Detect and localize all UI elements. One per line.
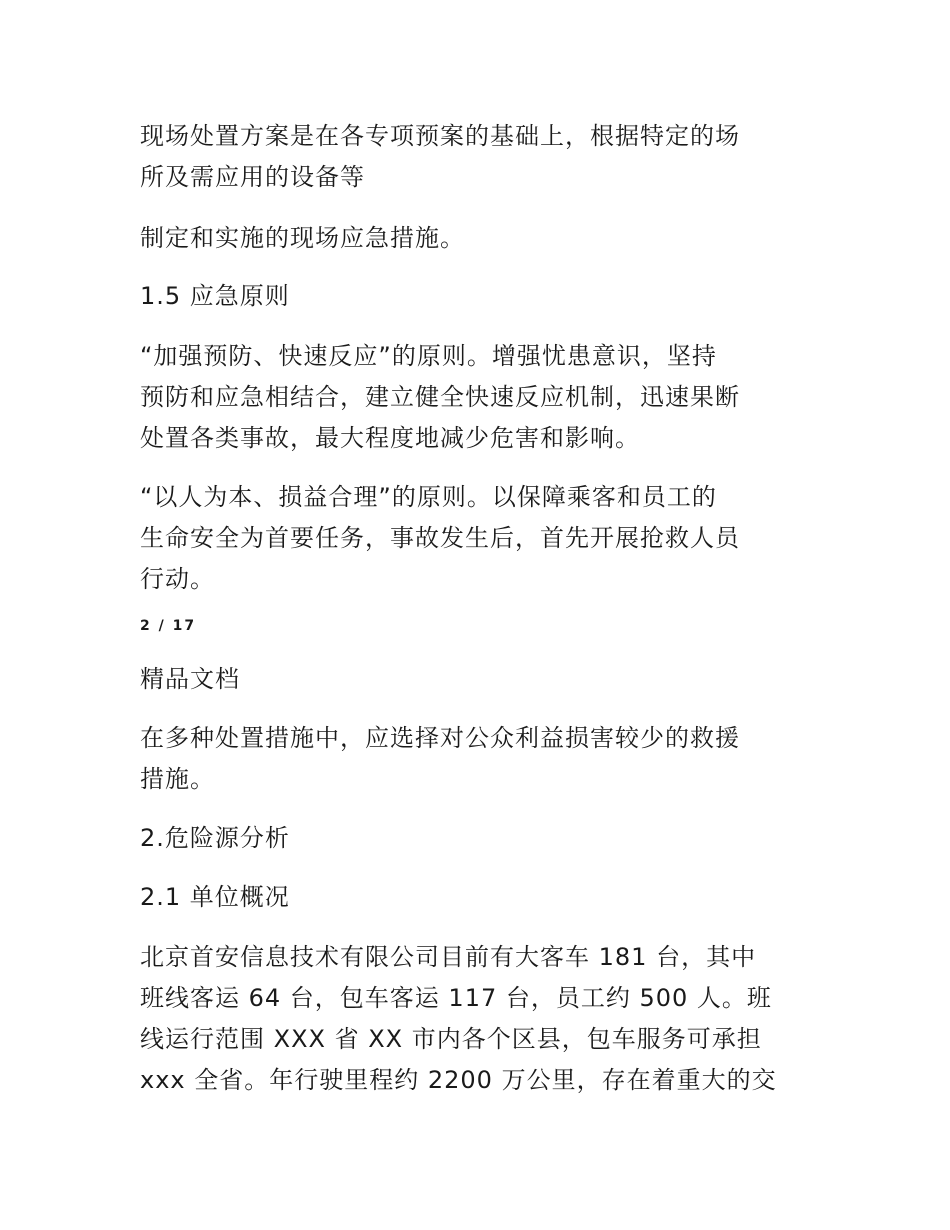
paragraph-rescue-measures: 在多种处置措施中，应选择对公众利益损害较少的救援 措施。 — [140, 724, 740, 793]
section-heading-2-1: 2.1 单位概况 — [140, 883, 290, 911]
paragraph-prevention-principle: “加强预防、快速反应”的原则。增强忧患意识，坚持 预防和应急相结合，建立健全快速反应机制，迅速果断 处置各类事故，最大程度地减少危害和影响。 — [140, 342, 740, 452]
paragraph-scene-plan-intro: 现场处置方案是在各专项预案的基础上，根据特定的场 所及需应用的设备等 — [140, 122, 740, 191]
section-heading-2: 2.危险源分析 — [140, 824, 290, 852]
paragraph-people-first-principle: “以人为本、损益合理”的原则。以保障乘客和员工的 生命安全为首要任务，事故发生后，首先开展抢救人员 行动。 — [140, 483, 740, 593]
page-header-label: 精品文档 — [140, 665, 240, 693]
paragraph-scene-plan-cont: 制定和实施的现场应急措施。 — [140, 224, 465, 252]
page-number: 2 / 17 — [140, 618, 197, 634]
paragraph-company-overview: 北京首安信息技术有限公司目前有大客车 181 台，其中 班线客运 64 台，包车客运 117 台，员工约 500 人。班 线运行范围 XXX 省 XX 市内各个区县，包车服务可承担 xxx 全省。年行驶里程约 2200 万公里，存在着重大的交 — [140, 943, 777, 1094]
section-heading-1-5: 1.5 应急原则 — [140, 282, 290, 310]
